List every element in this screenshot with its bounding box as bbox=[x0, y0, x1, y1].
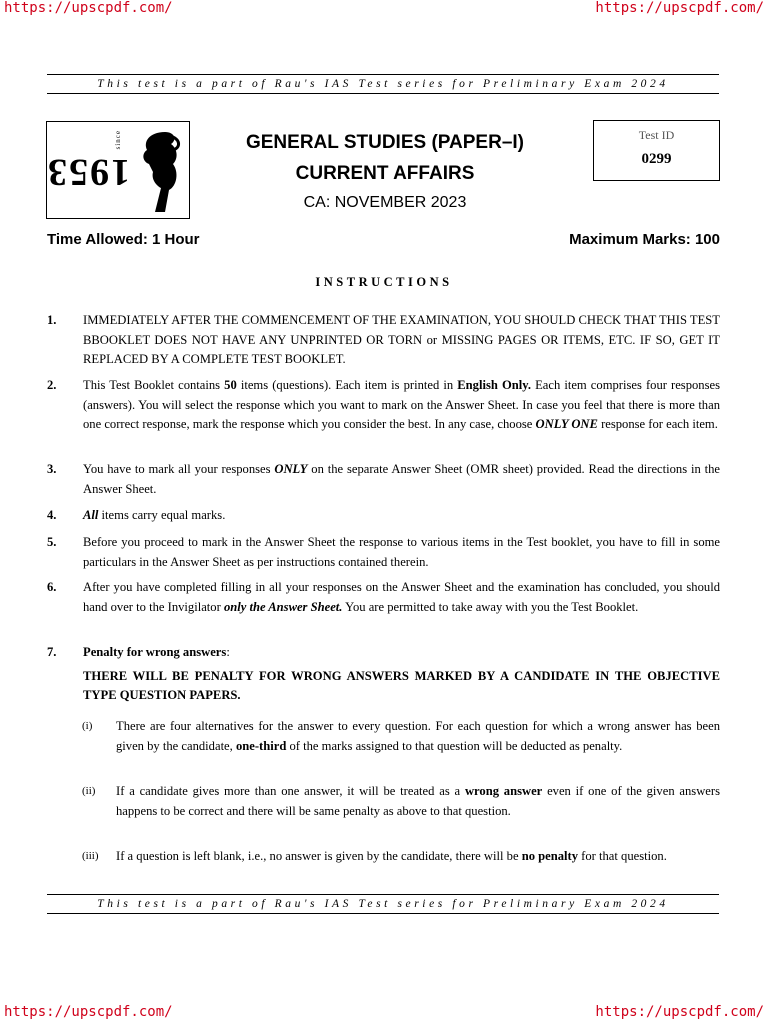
instruction-item bbox=[47, 643, 720, 706]
instructions-heading: INSTRUCTIONS bbox=[315, 275, 453, 289]
paper-title: GENERAL STUDIES (PAPER–I) bbox=[245, 132, 524, 153]
time-allowed: Time Allowed: 1 Hour bbox=[47, 231, 200, 248]
watermark-top-right[interactable]: https://upscpdf.com/ bbox=[595, 0, 764, 16]
paper-month: CA: NOVEMBER 2023 bbox=[303, 194, 467, 211]
item-text: This Test Booklet contains 50 items (questions). Each item is printed in English Only. Each item comprises four responses (answers). You will select the response which you want to mark on the Answer Sheet. In case you feel that there is more than one correct response, mark the response which you consider the best. In any case, choose ONLY ONE response for each item. bbox=[83, 378, 720, 431]
item-number: 7. bbox=[47, 645, 57, 659]
item-number: 4. bbox=[47, 508, 57, 522]
watermark-top-left[interactable]: https://upscpdf.com/ bbox=[4, 0, 173, 16]
instruction-item bbox=[47, 533, 720, 572]
logo bbox=[46, 121, 190, 219]
instruction-item bbox=[47, 376, 720, 435]
item-text: Penalty for wrong answers: bbox=[83, 645, 230, 659]
sub-item-number: (iii) bbox=[82, 850, 99, 862]
test-id-label: Test ID bbox=[638, 128, 675, 142]
maximum-marks: Maximum Marks: 100 bbox=[569, 231, 720, 248]
instruction-item bbox=[47, 506, 720, 526]
instruction-item bbox=[47, 578, 720, 617]
item-text: All items carry equal marks. bbox=[83, 508, 226, 522]
item-text: After you have completed filling in all your responses on the Answer Sheet and the examination has concluded, you should hand over to the Invigilator only the Answer Sheet. You are permitted to take away with you the Test Booklet. bbox=[83, 580, 720, 614]
test-id-box bbox=[593, 120, 720, 181]
watermark-bottom-left[interactable]: https://upscpdf.com/ bbox=[4, 1004, 173, 1020]
item-number: 5. bbox=[47, 535, 57, 549]
sub-item-text: If a candidate gives more than one answer, it will be treated as a wrong answer even if one of the given answers happens to be correct and there will be same penalty as above to that question. bbox=[116, 784, 720, 818]
item-number: 2. bbox=[47, 378, 57, 392]
logo-year: 1953 bbox=[46, 151, 130, 193]
item-text: IMMEDIATELY AFTER THE COMMENCEMENT OF THE EXAMINATION, YOU SHOULD CHECK THAT THIS TEST BBOOKLET DOES NOT HAVE ANY UNPRINTED OR TORN or MISSING PAGES OR ITEMS, ETC. IF SO, GET IT REPLACED BY A COMPLETE TEST BOOKLET. bbox=[83, 313, 720, 366]
instruction-item bbox=[47, 460, 720, 499]
logo-since: since bbox=[114, 130, 122, 150]
penalty-sub-item bbox=[82, 717, 720, 756]
sub-item-number: (i) bbox=[82, 720, 93, 732]
series-banner-bottom: This test is a part of Rau's IAS Test series for Preliminary Exam 2024 bbox=[47, 894, 719, 914]
penalty-sub-item bbox=[82, 782, 720, 821]
test-id-value: 0299 bbox=[641, 151, 672, 167]
item-text: Before you proceed to mark in the Answer Sheet the response to various items in the Test booklet, you have to fill in some particulars in the Answer Sheet as per instructions contained therein. bbox=[83, 535, 720, 569]
logo-face-icon bbox=[135, 128, 183, 214]
penalty-sub-item bbox=[82, 847, 720, 867]
watermark-bottom-right[interactable]: https://upscpdf.com/ bbox=[595, 1004, 764, 1020]
item-number: 3. bbox=[47, 462, 57, 476]
item-number: 6. bbox=[47, 580, 57, 594]
sub-item-text: There are four alternatives for the answer to every question. For each question for which a wrong answer has been given by the candidate, one-third of the marks assigned to that question will be deducted as penalty. bbox=[116, 719, 720, 753]
instruction-item bbox=[47, 311, 720, 370]
item-number: 1. bbox=[47, 313, 57, 327]
sub-item-number: (ii) bbox=[82, 785, 96, 797]
series-banner-top: This test is a part of Rau's IAS Test series for Preliminary Exam 2024 bbox=[47, 74, 719, 94]
sub-item-text: If a question is left blank, i.e., no answer is given by the candidate, there will be no penalty for that question. bbox=[116, 849, 667, 863]
penalty-statement: THERE WILL BE PENALTY FOR WRONG ANSWERS MARKED BY A CANDIDATE IN THE OBJECTIVE TYPE QUESTION PAPERS. bbox=[83, 668, 720, 702]
paper-subtitle: CURRENT AFFAIRS bbox=[295, 163, 475, 184]
item-text: You have to mark all your responses ONLY on the separate Answer Sheet (OMR sheet) provided. Read the directions in the Answer Sheet. bbox=[83, 462, 720, 496]
